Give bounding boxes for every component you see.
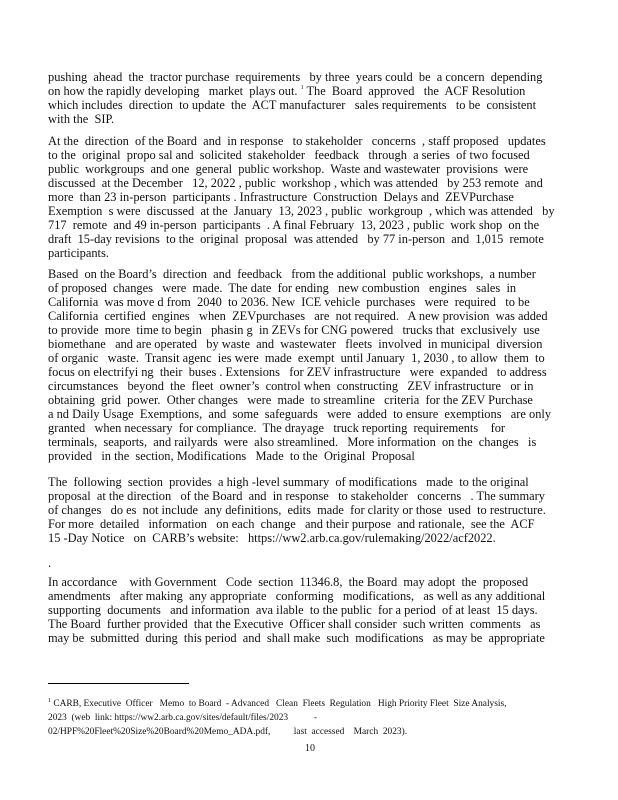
text-line: Based on the Board’s direction and feedback from the additional public workshops, a number (48, 267, 536, 281)
text-line: to provide more time to begin phasin g in ZEVs for CNG powered trucks that exclusively use (48, 323, 540, 337)
text-line: discussed at the December 12, 2022 , public workshop , which was attended by 253 remote and (48, 176, 543, 190)
footnote-divider (48, 683, 189, 684)
text-line: At the direction of the Board and in response to stakeholder concerns , staff proposed updates (48, 134, 546, 148)
text-line: 717 remote and 49 in-person participants . A final February 13, 2023 , public work shop on the (48, 218, 540, 232)
text-line: of proposed changes were made. The date for ending new combustion engines sales in (48, 281, 517, 295)
text-line: obtaining grid power. Other changes were made to streamline criteria for the ZEV Purchase (48, 393, 533, 407)
text-line: The Board further provided that the Executive Officer shall consider such written comments as (48, 617, 541, 631)
text-line: Exemption s were discussed at the January 13, 2023 , public workgroup , which was attended by (48, 204, 555, 218)
text-line: more than 23 in-person participants . Infrastructure Construction Delays and ZEVPurchase (48, 190, 514, 204)
text-line: supporting documents and information ava ilable to the public for a period of at least 15 days. (48, 603, 538, 617)
text-line: terminals, seaports, and railyards were also streamlined. More information on the changes is (48, 435, 537, 449)
text-line: with the SIP. (48, 112, 115, 126)
text-line: granted when necessary for compliance. The drayage truck reporting requirements for (48, 421, 506, 435)
text-line: amendments after making any appropriate conforming modifications, as well as any additional (48, 589, 546, 603)
paragraph (48, 475, 563, 545)
footnote-reference[interactable]: 1 (300, 85, 304, 91)
text-line: For more detailed information on each change and their purpose and rationale, see the ACF (48, 517, 535, 531)
text-line: California was move d from 2040 to 2036. New ICE vehicle purchases were required to be (48, 295, 530, 309)
page-number: 10 (305, 743, 315, 754)
footnote (48, 697, 506, 739)
text-line: biomethane and are operated by waste and wastewater fleets involved in municipal diversion (48, 337, 543, 351)
text-line: The following section provides a high -level summary of modifications made to the original (48, 475, 529, 489)
footnote-line: 02/HPF%20Fleet%20Size%20Board%20Memo_ADA.pdf, last accessed March 2023). (48, 727, 408, 737)
text-line: draft 15-day revisions to the original proposal was attended by 77 in-person and 1,015 remote (48, 232, 544, 246)
footnote-marker: 1 (48, 698, 51, 704)
text-line: California certified engines when ZEVpurchases are not required. A new provision was added (48, 309, 548, 323)
text-line: participants. (48, 246, 109, 260)
paragraph (48, 575, 563, 645)
text-segment: The Board approved the ACF Resolution (303, 84, 526, 98)
text-line: a nd Daily Usage Exemptions, and some safeguards were added to ensure exemptions are only (48, 407, 552, 421)
text-line: In accordance with Government Code section 11346.8, the Board may adopt the proposed (48, 575, 529, 589)
text-line: to the original propo sal and solicited stakeholder feedback through a series of two focused (48, 148, 530, 162)
text-line: focus on electrifyi ng their buses . Extensions for ZEV infrastructure were expanded to address (48, 365, 547, 379)
text-line: proposal at the direction of the Board and in response to stakeholder concerns . The summary (48, 489, 545, 503)
footnote-text: CARB, Executive Officer Memo to Board - Advanced Clean Fleets Regulation High Priority Fleet Size Analysis, (51, 699, 507, 709)
paragraph (48, 267, 563, 463)
paragraph (48, 556, 563, 570)
text-line: of changes do es not include any definitions, edits made for clarity or those used to restructure. (48, 503, 546, 517)
text-line: circumstances beyond the fleet owner’s control when constructing ZEV infrastructure or in (48, 379, 534, 393)
text-line: may be submitted during this period and shall make such modifications as may be appropriate (48, 631, 545, 645)
paragraph (48, 70, 563, 126)
text-line: which includes direction to update the ACT manufacturer sales requirements to be consistent (48, 98, 537, 112)
text-line: provided in the section, Modifications Made to the Original Proposal (48, 449, 415, 463)
text-line: of organic waste. Transit agenc ies were made exempt until January 1, 2030 , to allow them to (48, 351, 545, 365)
text-segment: on how the rapidly developing market plays out. (48, 84, 301, 98)
footnote-line: 2023 (web link: https://ww2.arb.ca.gov/sites/default/files/2023 - (48, 713, 317, 723)
paragraph (48, 134, 563, 260)
text-line (48, 84, 563, 98)
footnote-line (48, 697, 506, 711)
text-line: pushing ahead the tractor purchase requirements by three years could be a concern depending (48, 70, 543, 84)
text-line: . (48, 556, 52, 570)
text-line: 15 -Day Notice on CARB’s website: https://ww2.arb.ca.gov/rulemaking/2022/acf2022. (48, 531, 496, 545)
text-line: public workgroups and one general public workshop. Waste and wastewater provisions were (48, 162, 529, 176)
